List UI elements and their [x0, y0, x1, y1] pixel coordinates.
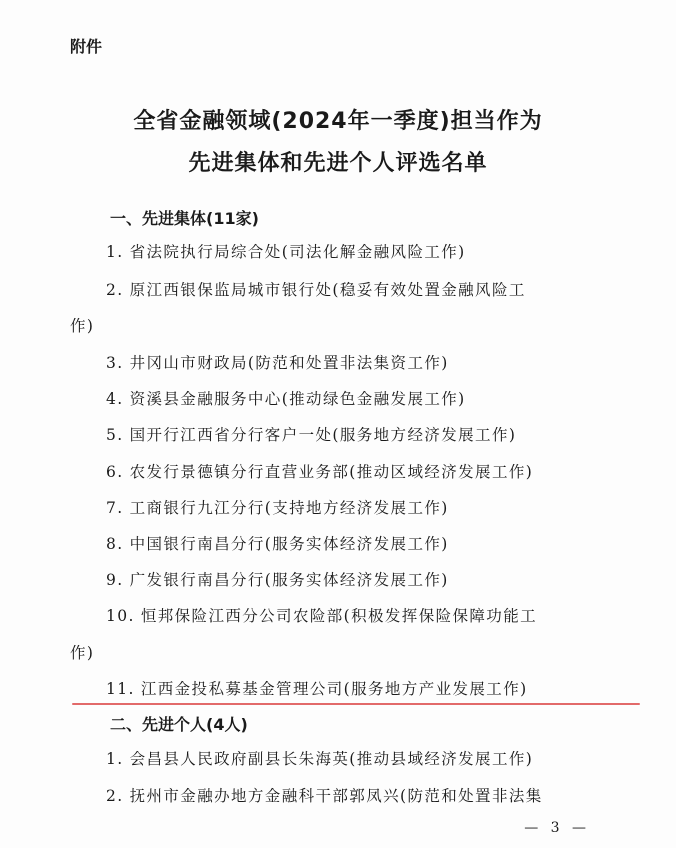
- list-item-text: 抚州市金融办地方金融科干部郭凤兴(防范和处置非法集: [129, 787, 543, 805]
- list-item-continuation: 作): [70, 317, 95, 335]
- list-item: [106, 387, 606, 409]
- page-number: — 3 —: [524, 820, 590, 836]
- list-item: [106, 747, 606, 769]
- list-item-number: 7.: [106, 499, 124, 517]
- list-item-number: 1.: [106, 243, 124, 261]
- highlight-underline: [72, 703, 640, 705]
- attachment-label: 附件: [70, 37, 103, 56]
- list-item-text: 广发银行南昌分行(服务实体经济发展工作): [129, 571, 449, 589]
- list-item-number: 9.: [106, 571, 124, 589]
- list-item-number: 1.: [106, 750, 124, 768]
- list-item: [106, 677, 606, 699]
- list-item: [106, 351, 606, 373]
- list-item-text: 原江西银保监局城市银行处(稳妥有效处置金融风险工: [129, 281, 526, 299]
- document-title-line-2: 先进集体和先进个人评选名单: [188, 151, 488, 176]
- list-item-text: 井冈山市财政局(防范和处置非法集资工作): [129, 354, 449, 372]
- list-item-number: 2.: [106, 787, 124, 805]
- list-item-text: 省法院执行局综合处(司法化解金融风险工作): [129, 243, 466, 261]
- list-item-number: 4.: [106, 390, 124, 408]
- list-item: [106, 496, 606, 518]
- section-heading-individuals: 二、先进个人(4人): [110, 715, 248, 734]
- list-item-text: 江西金投私募基金管理公司(服务地方产业发展工作): [140, 680, 528, 698]
- list-item: [106, 604, 606, 626]
- list-item: [106, 460, 606, 482]
- list-item-number: 5.: [106, 426, 124, 444]
- list-item-number: 8.: [106, 535, 124, 553]
- list-item-text: 中国银行南昌分行(服务实体经济发展工作): [129, 535, 449, 553]
- list-item: [106, 784, 606, 806]
- list-item-number: 6.: [106, 463, 124, 481]
- list-item-text: 工商银行九江分行(支持地方经济发展工作): [129, 499, 449, 517]
- list-item-number: 2.: [106, 281, 124, 299]
- document-title-line-1: 全省金融领域(2024年一季度)担当作为: [133, 109, 543, 134]
- list-item-text: 资溪县金融服务中心(推动绿色金融发展工作): [129, 390, 466, 408]
- list-item: [106, 532, 606, 554]
- list-item: [106, 568, 606, 590]
- list-item: [106, 423, 606, 445]
- list-item-number: 11.: [106, 680, 135, 698]
- list-item-number: 10.: [106, 607, 135, 625]
- list-item-continuation: 作): [70, 644, 95, 662]
- list-item-text: 会昌县人民政府副县长朱海英(推动县域经济发展工作): [129, 750, 534, 768]
- list-item: [106, 278, 606, 300]
- list-item: [106, 240, 606, 262]
- list-item-number: 3.: [106, 354, 124, 372]
- list-item-text: 农发行景德镇分行直营业务部(推动区域经济发展工作): [129, 463, 534, 481]
- list-item-text: 国开行江西省分行客户一处(服务地方经济发展工作): [129, 426, 517, 444]
- section-heading-collectives: 一、先进集体(11家): [110, 209, 259, 228]
- list-item-text: 恒邦保险江西分公司农险部(积极发挥保险保障功能工: [140, 607, 538, 625]
